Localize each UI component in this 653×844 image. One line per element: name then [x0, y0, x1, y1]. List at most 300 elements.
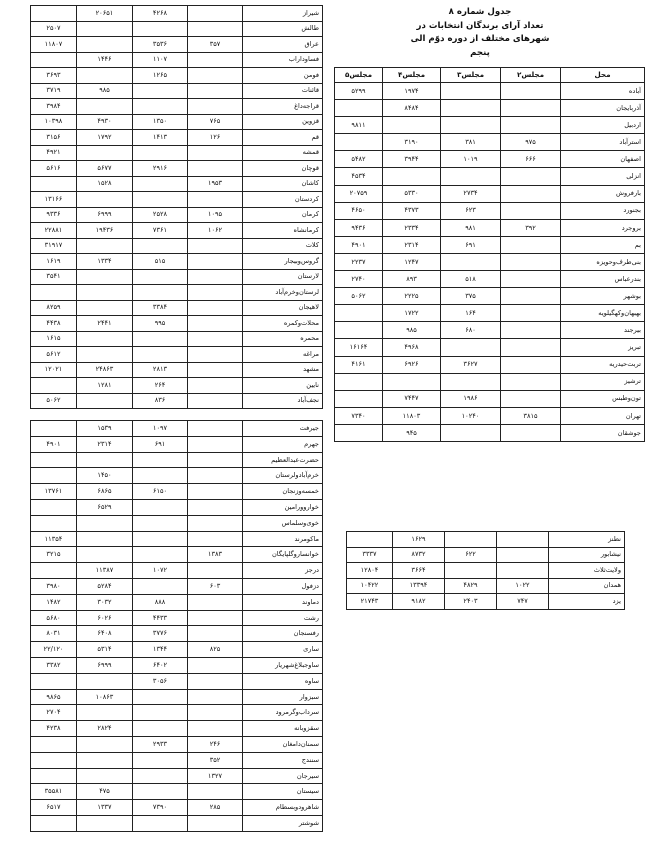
title-line-3: شهرهای مختلف از دوره دوّم الی: [410, 34, 550, 44]
majlis-3-vote-cell: [441, 168, 501, 185]
table-row: [335, 356, 645, 373]
city-name-cell: کرمانشاه: [243, 223, 323, 239]
majlis-4-vote-cell: ۱۵۳۹: [77, 421, 133, 437]
majlis-5-vote-cell: ۱۶۱۶۴: [335, 339, 383, 356]
city-name-cell: بوشهر: [561, 288, 645, 305]
majlis-2-vote-cell: [188, 254, 243, 270]
majlis-5-vote-cell: [335, 424, 383, 441]
table-row: [335, 151, 645, 168]
majlis-4-vote-cell: ۹۸۵: [77, 83, 133, 99]
majlis-5-vote-cell: [335, 373, 383, 390]
majlis-2-vote-cell: [501, 236, 561, 253]
majlis-3-vote-cell: ۶۸۰: [441, 322, 501, 339]
majlis-5-vote-cell: ۱۴۸۲: [31, 594, 77, 610]
majlis-3-vote-cell: ۳۰۵۶: [133, 673, 188, 689]
majlis-2-vote-cell: [188, 499, 243, 515]
majlis-5-vote-cell: [31, 468, 77, 484]
table-row: [31, 800, 323, 816]
majlis-2-vote-cell: ۶۰۳: [188, 578, 243, 594]
majlis-5-vote-cell: ۸۲۵۹: [31, 300, 77, 316]
city-name-cell: مشهد: [243, 362, 323, 378]
table-row: [31, 300, 323, 316]
table-row: [347, 578, 625, 594]
city-name-cell: سیرجان: [243, 768, 323, 784]
majlis-2-vote-cell: ۳۵۷: [188, 37, 243, 53]
city-name-cell: فومن: [243, 68, 323, 84]
city-name-cell: سمنان‌دامغان: [243, 736, 323, 752]
majlis-3-vote-cell: ۱۳۴۴: [133, 642, 188, 658]
majlis-5-vote-cell: ۵۲۹۹: [335, 83, 383, 100]
majlis-4-vote-cell: ۲۳۱۴: [77, 436, 133, 452]
majlis-5-vote-cell: ۴۶۵۰: [335, 202, 383, 219]
majlis-2-vote-cell: [501, 424, 561, 441]
city-name-cell: تون‌وطبس: [561, 390, 645, 407]
city-name-cell: رفسنجان: [243, 626, 323, 642]
majlis-5-vote-cell: ۲۰۷۵۹: [335, 185, 383, 202]
majlis-3-vote-cell: ۵۱۸: [441, 271, 501, 288]
city-name-cell: سیستان: [243, 784, 323, 800]
majlis-2-vote-cell: [188, 362, 243, 378]
city-name-cell: همدان: [549, 578, 625, 594]
city-name-cell: استرآباد: [561, 134, 645, 151]
majlis-2-vote-cell: [188, 468, 243, 484]
city-name-cell: ولایت‌ثلاث: [549, 563, 625, 579]
majlis-3-vote-cell: ۵۱۵: [133, 254, 188, 270]
majlis-4-vote-cell: [77, 99, 133, 115]
table-row: [31, 331, 323, 347]
majlis-5-vote-cell: ۹۴۳۶: [335, 219, 383, 236]
city-name-cell: سبزوار: [243, 689, 323, 705]
city-name-cell: آذربایجان: [561, 100, 645, 117]
majlis-4-vote-cell: ۵۶۷۷: [77, 161, 133, 177]
majlis-4-vote-cell: ۶۸۶۵: [77, 484, 133, 500]
majlis-3-vote-cell: ۲۴۰۳: [445, 594, 497, 610]
majlis-3-vote-cell: [133, 331, 188, 347]
majlis-3-vote-cell: [133, 815, 188, 831]
majlis-2-vote-cell: [497, 547, 549, 563]
city-name-cell: نایین: [243, 378, 323, 394]
majlis-2-vote-cell: ۱۹۵۳: [188, 176, 243, 192]
majlis-5-vote-cell: [335, 305, 383, 322]
majlis-5-vote-cell: ۲۷۴۰: [335, 271, 383, 288]
column-header-location: محل: [561, 68, 645, 83]
majlis-5-vote-cell: [31, 673, 77, 689]
majlis-5-vote-cell: ۵۴۸۲: [335, 151, 383, 168]
majlis-4-vote-cell: ۱۳۳۴: [77, 254, 133, 270]
majlis-2-vote-cell: ۷۴۷: [497, 594, 549, 610]
majlis-3-vote-cell: ۲۶۴: [133, 378, 188, 394]
majlis-4-vote-cell: ۷۴۴۷: [383, 390, 441, 407]
majlis-5-vote-cell: ۲۵۰۷: [31, 21, 77, 37]
majlis-2-vote-cell: [501, 253, 561, 270]
city-name-cell: دزفول: [243, 578, 323, 594]
table-row: [31, 689, 323, 705]
city-name-cell: تربت‌حیدریه: [561, 356, 645, 373]
table-row: [31, 316, 323, 332]
majlis-2-vote-cell: [188, 436, 243, 452]
city-name-cell: قم: [243, 130, 323, 146]
majlis-3-vote-cell: ۱۲۶۵: [133, 68, 188, 84]
table-row: [335, 100, 645, 117]
majlis-5-vote-cell: [31, 52, 77, 68]
city-name-cell: نیشابور: [549, 547, 625, 563]
majlis-4-vote-cell: ۱۴۵۰: [77, 468, 133, 484]
majlis-4-vote-cell: ۸۷۳۲: [393, 547, 445, 563]
city-name-cell: لارستان: [243, 269, 323, 285]
city-name-cell: قوچان: [243, 161, 323, 177]
majlis-4-vote-cell: ۲۲۲۵: [383, 288, 441, 305]
table-row: [335, 305, 645, 322]
majlis-3-vote-cell: [133, 452, 188, 468]
majlis-2-vote-cell: ۳۹۲: [501, 219, 561, 236]
majlis-4-vote-cell: ۲۴۴۱: [77, 316, 133, 332]
table-row: [347, 563, 625, 579]
table-title: [380, 6, 580, 60]
table-row: [31, 99, 323, 115]
majlis-4-vote-cell: ۶۹۹۹: [77, 657, 133, 673]
table-row: [31, 6, 323, 22]
majlis-5-vote-cell: ۲۲۸۸۱: [31, 223, 77, 239]
majlis-3-vote-cell: ۶۹۱: [441, 236, 501, 253]
majlis-3-vote-cell: ۴۴۳۳: [133, 610, 188, 626]
majlis-4-vote-cell: ۳۱۹۰: [383, 134, 441, 151]
majlis-3-vote-cell: [133, 21, 188, 37]
majlis-3-vote-cell: ۶۹۱: [133, 436, 188, 452]
table-row: [31, 114, 323, 130]
majlis-2-vote-cell: [188, 269, 243, 285]
majlis-3-vote-cell: ۱۰۲۴۰: [441, 407, 501, 424]
majlis-4-vote-cell: ۲۳۱۴: [383, 236, 441, 253]
majlis-3-vote-cell: [133, 578, 188, 594]
majlis-4-vote-cell: [77, 736, 133, 752]
city-name-cell: کلات: [243, 238, 323, 254]
majlis-4-vote-cell: [77, 452, 133, 468]
table-row: [31, 752, 323, 768]
table-row: [31, 130, 323, 146]
majlis-4-vote-cell: ۱۲۴۷: [383, 253, 441, 270]
majlis-3-vote-cell: ۸۸۸: [133, 594, 188, 610]
table-row: [31, 161, 323, 177]
majlis-5-vote-cell: ۴۵۳۴: [335, 168, 383, 185]
majlis-2-vote-cell: [501, 288, 561, 305]
majlis-2-vote-cell: [188, 721, 243, 737]
city-name-cell: خرم‌آباد‌ولرستان: [243, 468, 323, 484]
majlis-2-vote-cell: ۱۳۲۷: [188, 768, 243, 784]
majlis-4-vote-cell: [77, 68, 133, 84]
majlis-4-vote-cell: ۱۵۲۸: [77, 176, 133, 192]
table-row: [31, 515, 323, 531]
majlis-2-vote-cell: ۷۶۵: [188, 114, 243, 130]
small-votes-table: [346, 531, 625, 610]
city-name-cell: جهرم: [243, 436, 323, 452]
majlis-4-vote-cell: ۶۴۰۸: [77, 626, 133, 642]
majlis-4-vote-cell: [77, 37, 133, 53]
majlis-3-vote-cell: ۶۱۵۰: [133, 484, 188, 500]
city-name-cell: خوار‌وورامین: [243, 499, 323, 515]
majlis-4-vote-cell: [77, 300, 133, 316]
city-name-cell: مراغه: [243, 347, 323, 363]
majlis-4-vote-cell: [77, 21, 133, 37]
header-row: [335, 68, 645, 83]
city-name-cell: طالش: [243, 21, 323, 37]
majlis-2-vote-cell: [501, 100, 561, 117]
majlis-5-vote-cell: [31, 768, 77, 784]
majlis-4-vote-cell: [77, 347, 133, 363]
majlis-2-vote-cell: [501, 373, 561, 390]
majlis-5-vote-cell: ۳۵۴۱: [31, 269, 77, 285]
city-name-cell: بهبهان‌وکهگیلویه: [561, 305, 645, 322]
table-row: [31, 768, 323, 784]
majlis-4-vote-cell: [383, 168, 441, 185]
majlis-5-vote-cell: [31, 499, 77, 515]
majlis-5-vote-cell: [347, 532, 393, 548]
majlis-4-vote-cell: ۵۲۸۴: [77, 578, 133, 594]
majlis-3-vote-cell: [133, 176, 188, 192]
majlis-3-vote-cell: ۲۵۲۸: [133, 207, 188, 223]
majlis-2-vote-cell: [501, 83, 561, 100]
majlis-2-vote-cell: [188, 484, 243, 500]
majlis-2-vote-cell: [501, 202, 561, 219]
majlis-2-vote-cell: [501, 322, 561, 339]
majlis-4-vote-cell: ۹۱۸۲: [393, 594, 445, 610]
majlis-3-vote-cell: ۱۳۵۰: [133, 114, 188, 130]
city-name-cell: نطنز: [549, 532, 625, 548]
majlis-4-vote-cell: [77, 768, 133, 784]
majlis-5-vote-cell: ۹۳۳۶: [31, 207, 77, 223]
majlis-2-vote-cell: ۱۰۶۲: [188, 223, 243, 239]
majlis-2-vote-cell: [188, 610, 243, 626]
right-votes-table: [334, 67, 645, 442]
majlis-2-vote-cell: [501, 339, 561, 356]
city-name-cell: محلات‌وکمره: [243, 316, 323, 332]
table-row: [31, 378, 323, 394]
city-name-cell: کردستان: [243, 192, 323, 208]
majlis-2-vote-cell: [501, 271, 561, 288]
city-name-cell: قزوین: [243, 114, 323, 130]
city-name-cell: اردبیل: [561, 117, 645, 134]
majlis-3-vote-cell: [445, 532, 497, 548]
table-row: [347, 594, 625, 610]
city-name-cell: محمره: [243, 331, 323, 347]
majlis-4-vote-cell: ۶۹۹۹: [77, 207, 133, 223]
majlis-5-vote-cell: [31, 452, 77, 468]
majlis-5-vote-cell: [31, 515, 77, 531]
majlis-3-vote-cell: ۱۰۷۲: [133, 563, 188, 579]
city-name-cell: لرستان‌وخرم‌آباد: [243, 285, 323, 301]
city-name-cell: بم: [561, 236, 645, 253]
table-row: [31, 421, 323, 437]
majlis-2-vote-cell: ۱۰۹۵: [188, 207, 243, 223]
majlis-2-vote-cell: [188, 21, 243, 37]
city-name-cell: شوشتر: [243, 815, 323, 831]
majlis-3-vote-cell: [441, 83, 501, 100]
table-row: [31, 436, 323, 452]
majlis-4-vote-cell: ۹۸۵: [383, 322, 441, 339]
table-row: [31, 610, 323, 626]
table-row: [31, 238, 323, 254]
majlis-4-vote-cell: [77, 515, 133, 531]
majlis-3-vote-cell: ۱۰۹۷: [133, 421, 188, 437]
majlis-4-vote-cell: ۲۴۸۶۳: [77, 362, 133, 378]
majlis-3-vote-cell: ۴۸۲۹: [445, 578, 497, 594]
majlis-4-vote-cell: [77, 815, 133, 831]
majlis-2-vote-cell: [188, 705, 243, 721]
majlis-4-vote-cell: [77, 531, 133, 547]
majlis-3-vote-cell: [133, 531, 188, 547]
majlis-3-vote-cell: [133, 721, 188, 737]
city-name-cell: آباده: [561, 83, 645, 100]
majlis-5-vote-cell: ۴۹۰۱: [335, 236, 383, 253]
majlis-3-vote-cell: ۷۳۶۱: [133, 223, 188, 239]
city-name-cell: ساری: [243, 642, 323, 658]
table-row: [335, 271, 645, 288]
majlis-5-vote-cell: [31, 285, 77, 301]
majlis-2-vote-cell: [188, 563, 243, 579]
majlis-3-vote-cell: ۷۳۹۰: [133, 800, 188, 816]
table-row: [335, 288, 645, 305]
majlis-5-vote-cell: ۴۲۳۸: [31, 721, 77, 737]
table-row: [335, 373, 645, 390]
majlis-5-vote-cell: ۱۲۰۲۱: [31, 362, 77, 378]
majlis-3-vote-cell: ۲۷۳۴: [441, 185, 501, 202]
table-row: [31, 578, 323, 594]
majlis-4-vote-cell: ۴۹۳۰: [77, 114, 133, 130]
majlis-4-vote-cell: [77, 393, 133, 409]
majlis-2-vote-cell: [188, 6, 243, 22]
table-row: [31, 362, 323, 378]
majlis-5-vote-cell: ۳۹۸۴: [31, 99, 77, 115]
majlis-3-vote-cell: [133, 269, 188, 285]
majlis-4-vote-cell: [77, 705, 133, 721]
majlis-4-vote-cell: ۴۳۷۳: [383, 202, 441, 219]
table-row: [31, 393, 323, 409]
table-row: [31, 192, 323, 208]
column-header-majlis-3: مجلس۳: [441, 68, 501, 83]
city-name-cell: نجف‌آباد: [243, 393, 323, 409]
majlis-2-vote-cell: [188, 68, 243, 84]
majlis-5-vote-cell: ۱۲۸۰۴: [347, 563, 393, 579]
majlis-5-vote-cell: ۳۶۹۳: [31, 68, 77, 84]
majlis-4-vote-cell: [77, 269, 133, 285]
majlis-2-vote-cell: [188, 393, 243, 409]
majlis-3-vote-cell: [133, 83, 188, 99]
majlis-4-vote-cell: ۱۱۸۰۳: [383, 407, 441, 424]
majlis-4-vote-cell: ۲۳۳۴: [383, 219, 441, 236]
table-row: [31, 721, 323, 737]
majlis-5-vote-cell: [31, 815, 77, 831]
table-row: [31, 815, 323, 831]
majlis-2-vote-cell: [188, 515, 243, 531]
majlis-4-vote-cell: ۴۷۵: [77, 784, 133, 800]
majlis-3-vote-cell: [133, 238, 188, 254]
majlis-2-vote-cell: [188, 531, 243, 547]
majlis-3-vote-cell: [441, 339, 501, 356]
majlis-5-vote-cell: [31, 752, 77, 768]
majlis-5-vote-cell: ۴۹۰۱: [31, 436, 77, 452]
majlis-2-vote-cell: ۳۸۱۵: [501, 407, 561, 424]
table-row: [335, 117, 645, 134]
majlis-3-vote-cell: ۲۹۳۳: [133, 736, 188, 752]
city-name-cell: قائنات: [243, 83, 323, 99]
majlis-4-vote-cell: ۶۹۲۶: [383, 356, 441, 373]
city-name-cell: بندرعباس: [561, 271, 645, 288]
majlis-3-vote-cell: [133, 99, 188, 115]
table-row: [31, 223, 323, 239]
majlis-3-vote-cell: ۱۹۸۶: [441, 390, 501, 407]
majlis-5-vote-cell: ۷۳۴۰: [335, 407, 383, 424]
table-row: [31, 452, 323, 468]
majlis-5-vote-cell: ۵۶۱۶: [31, 161, 77, 177]
majlis-5-vote-cell: [31, 736, 77, 752]
majlis-3-vote-cell: [133, 768, 188, 784]
table-row: [335, 407, 645, 424]
table-row: [335, 236, 645, 253]
table-row: [335, 168, 645, 185]
city-name-cell: قمشه: [243, 145, 323, 161]
city-name-cell: سقزوبانه: [243, 721, 323, 737]
majlis-5-vote-cell: [31, 176, 77, 192]
majlis-2-vote-cell: [501, 185, 561, 202]
table-row: [335, 424, 645, 441]
city-name-cell: شیراز: [243, 6, 323, 22]
table-row: [335, 134, 645, 151]
majlis-5-vote-cell: ۸۰۳۱: [31, 626, 77, 642]
majlis-2-vote-cell: [188, 145, 243, 161]
table-row: [31, 736, 323, 752]
majlis-3-vote-cell: ۶۲۲: [445, 547, 497, 563]
majlis-2-vote-cell: [188, 594, 243, 610]
majlis-5-vote-cell: ۶۵۱۷: [31, 800, 77, 816]
majlis-3-vote-cell: ۸۳۶: [133, 393, 188, 409]
majlis-2-vote-cell: [188, 285, 243, 301]
majlis-4-vote-cell: [77, 238, 133, 254]
table-row: [335, 390, 645, 407]
majlis-2-vote-cell: ۲۸۵: [188, 800, 243, 816]
city-name-cell: رشت: [243, 610, 323, 626]
majlis-3-vote-cell: ۱۱۰۷: [133, 52, 188, 68]
majlis-4-vote-cell: ۵۳۳۰: [383, 185, 441, 202]
majlis-2-vote-cell: [501, 390, 561, 407]
majlis-4-vote-cell: [383, 373, 441, 390]
table-row: [31, 484, 323, 500]
city-name-cell: اصفهان: [561, 151, 645, 168]
majlis-2-vote-cell: ۱۲۶: [188, 130, 243, 146]
majlis-3-vote-cell: ۶۴۰۲: [133, 657, 188, 673]
majlis-4-vote-cell: ۶۰۲۶: [77, 610, 133, 626]
table-row: [347, 547, 625, 563]
majlis-5-vote-cell: [335, 322, 383, 339]
table-row: [335, 253, 645, 270]
majlis-5-vote-cell: ۹۸۶۵: [31, 689, 77, 705]
majlis-4-vote-cell: ۱۷۹۲: [77, 130, 133, 146]
majlis-5-vote-cell: ۴۹۲۱: [31, 145, 77, 161]
majlis-3-vote-cell: [133, 145, 188, 161]
majlis-5-vote-cell: ۳۵۵۸۱: [31, 784, 77, 800]
table-row: [31, 499, 323, 515]
majlis-2-vote-cell: [188, 161, 243, 177]
city-name-cell: یزد: [549, 594, 625, 610]
majlis-5-vote-cell: [31, 378, 77, 394]
majlis-4-vote-cell: [77, 331, 133, 347]
city-name-cell: دماوند: [243, 594, 323, 610]
majlis-5-vote-cell: ۳۱۵۶: [31, 130, 77, 146]
table-row: [31, 657, 323, 673]
majlis-2-vote-cell: ۹۷۵: [501, 134, 561, 151]
title-line-1: جدول شماره ۸: [448, 7, 512, 17]
majlis-4-vote-cell: ۱۲۸۱: [77, 378, 133, 394]
majlis-4-vote-cell: [77, 145, 133, 161]
majlis-3-vote-cell: ۱۶۴: [441, 305, 501, 322]
